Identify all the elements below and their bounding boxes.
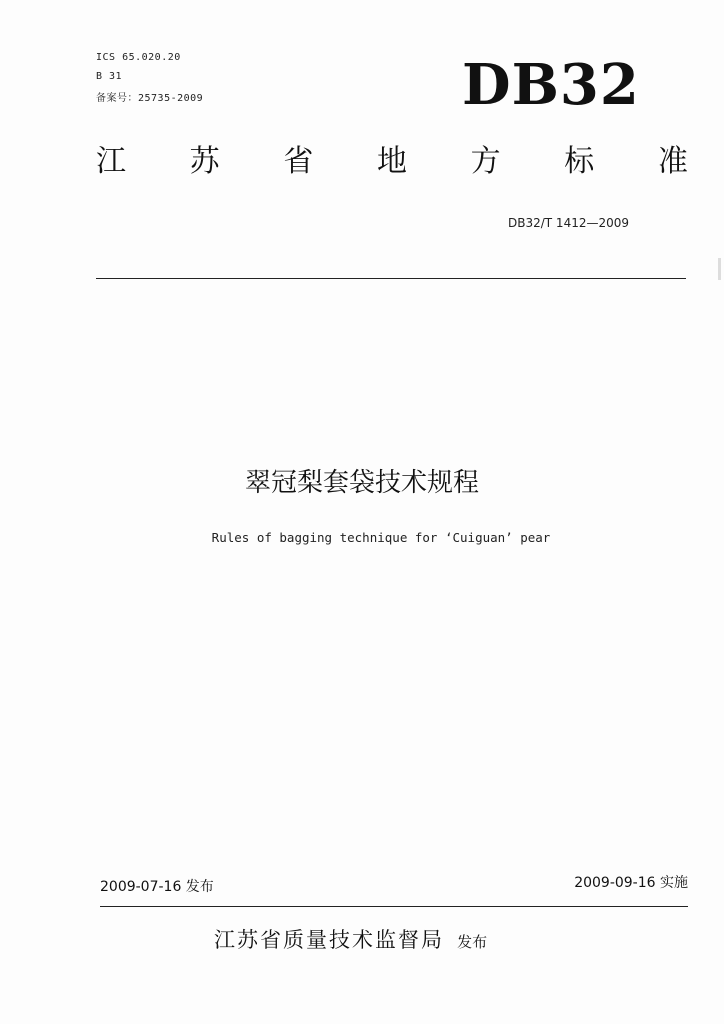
standard-type-char: 标 [564, 144, 595, 179]
top-divider [96, 278, 686, 279]
publisher-suffix: 发布 [457, 933, 488, 951]
document-title-chinese: 翠冠梨套袋技术规程 [244, 468, 479, 498]
bottom-divider [100, 906, 688, 907]
document-title-english: Rules of bagging technique for ‘Cuiguan’ pear [211, 530, 551, 545]
standard-type-char: 地 [376, 144, 407, 179]
scan-edge-mark [718, 258, 721, 280]
standard-type-title [96, 140, 688, 184]
standard-type-char: 准 [657, 144, 688, 179]
record-number: 备案号：25735-2009 [96, 93, 204, 104]
standard-type-char: 方 [470, 144, 501, 179]
standard-type-char: 苏 [189, 144, 220, 179]
standard-type-char: 省 [283, 144, 314, 179]
publisher-line [214, 924, 487, 954]
issue-date: 2009-07-16 发布 [100, 879, 214, 895]
standard-type-char: 江 [96, 144, 126, 179]
publisher-name: 江苏省质量技术监督局 [214, 928, 444, 952]
ics-code: ICS 65.020.20 [96, 52, 181, 63]
db32-logo: DB32 [462, 52, 640, 118]
standard-number: DB32/T 1412—2009 [508, 216, 630, 230]
implementation-date: 2009-09-16 实施 [574, 875, 688, 891]
ccs-code: B 31 [96, 71, 123, 82]
